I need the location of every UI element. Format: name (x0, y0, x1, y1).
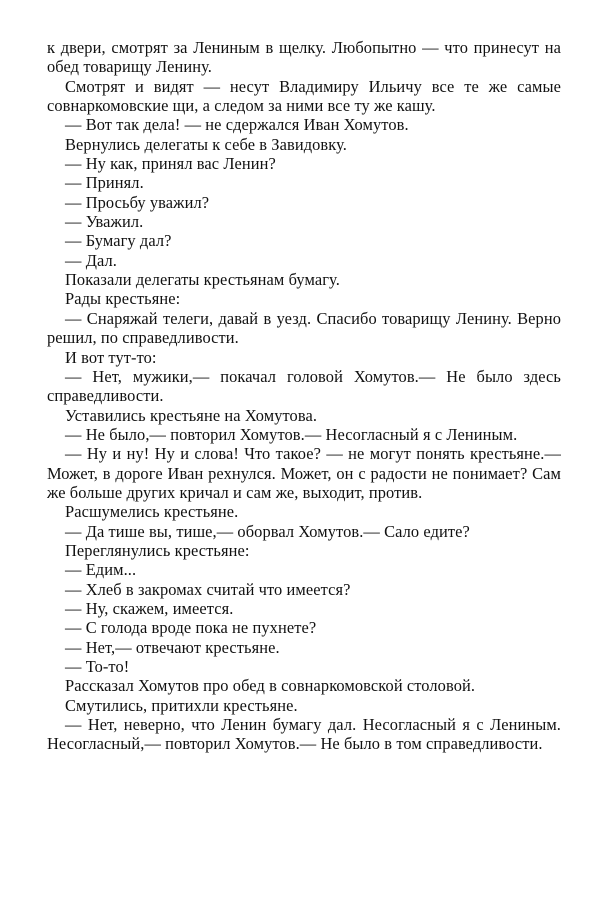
text-paragraph: — Ну, скажем, имеется. (65, 598, 234, 618)
text-paragraph: Вернулись делегаты к себе в Завидовку. (65, 134, 347, 154)
text-paragraph: И вот тут-то: (65, 347, 157, 367)
text-paragraph: — Нет, неверно, что Ленин бумагу дал. Несогласный я с Лениным. Несогласный,— повторил Хомутов.— Не было в том справедливости. (47, 715, 561, 754)
text-paragraph: Переглянулись крестьяне: (65, 540, 250, 560)
text-paragraph: Расшумелись крестьяне. (65, 502, 239, 522)
text-paragraph: Уставились крестьяне на Хомутова. (65, 405, 318, 425)
text-paragraph: — Дал. (65, 250, 117, 270)
text-paragraph: — Уважил. (65, 212, 144, 232)
text-paragraph: — Бумагу дал? (65, 231, 172, 251)
text-paragraph: Рады крестьяне: (65, 289, 181, 309)
text-paragraph: — Вот так дела! — не сдержался Иван Хомутов. (65, 115, 409, 135)
text-paragraph: — Принял. (65, 173, 144, 193)
text-paragraph: — Просьбу уважил? (65, 192, 210, 212)
book-page-text (47, 38, 561, 754)
text-paragraph: — Ну и ну! Ну и слова! Что такое? — не могут понять крестьяне.— Может, в дороге Иван рехнулся. Может, он с радости не понимает? Сам же больше других кричал и сам же, выходит, против. (47, 444, 561, 502)
text-paragraph: — Нет, мужики,— покачал головой Хомутов.— Не было здесь справедливости. (47, 366, 561, 406)
text-paragraph: — Хлеб в закромах считай что имеется? (65, 579, 351, 599)
text-paragraph: Смотрят и видят — несут Владимиру Ильичу все те же самые совнаркомовские щи, а следом за ними все ту же кашу. (47, 76, 561, 116)
text-paragraph: — Да тише вы, тише,— оборвал Хомутов.— Сало едите? (65, 521, 470, 541)
text-paragraph: — С голода вроде пока не пухнете? (65, 618, 317, 638)
text-paragraph: — Ну как, принял вас Ленин? (65, 154, 276, 174)
continued-paragraph: к двери, смотрят за Лениным в щелку. Любопытно — что принесут на обед товарищу Ленину. (47, 38, 561, 77)
text-paragraph: Показали делегаты крестьянам бумагу. (65, 270, 340, 290)
text-paragraph: — Едим... (65, 560, 137, 580)
text-paragraph: Рассказал Хомутов про обед в совнаркомовской столовой. (65, 676, 476, 696)
text-paragraph: — Не было,— повторил Хомутов.— Несогласный я с Лениным. (65, 424, 518, 444)
text-paragraph: — Нет,— отвечают крестьяне. (65, 637, 280, 657)
text-paragraph: — То-то! (65, 657, 130, 676)
text-paragraph: Смутились, притихли крестьяне. (65, 695, 298, 715)
text-paragraph: — Снаряжай телеги, давай в уезд. Спасибо товарищу Ленину. Верно решил, по справедливости. (47, 308, 561, 348)
